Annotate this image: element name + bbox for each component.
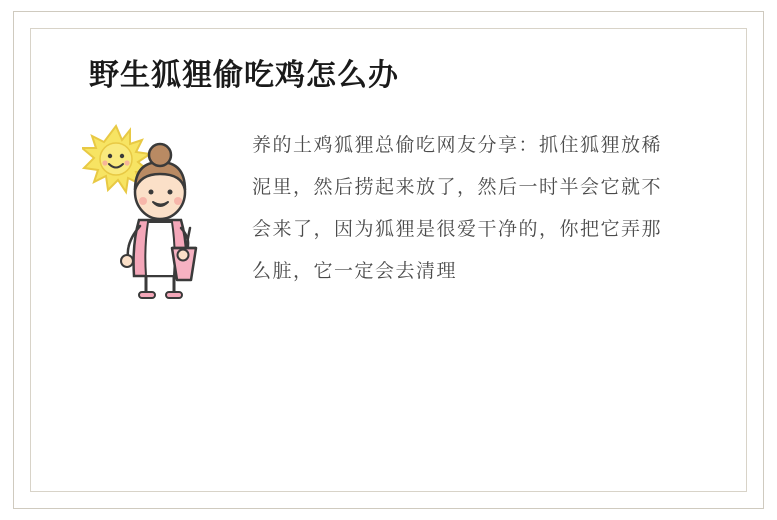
document-content: [32, 30, 745, 490]
page-title: 野生狐狸偷吃鸡怎么办: [89, 59, 399, 92]
article-paragraph: 养的土鸡狐狸总偷吃网友分享：抓住狐狸放稀泥里，然后捞起来放了，然后一时半会它就不会来了，因为狐狸是很爱干净的，你把它弄那么脏，它一定会去清理: [252, 134, 663, 282]
girl-with-drink-and-sun-illustration: [82, 124, 234, 299]
article-body: [62, 124, 715, 299]
